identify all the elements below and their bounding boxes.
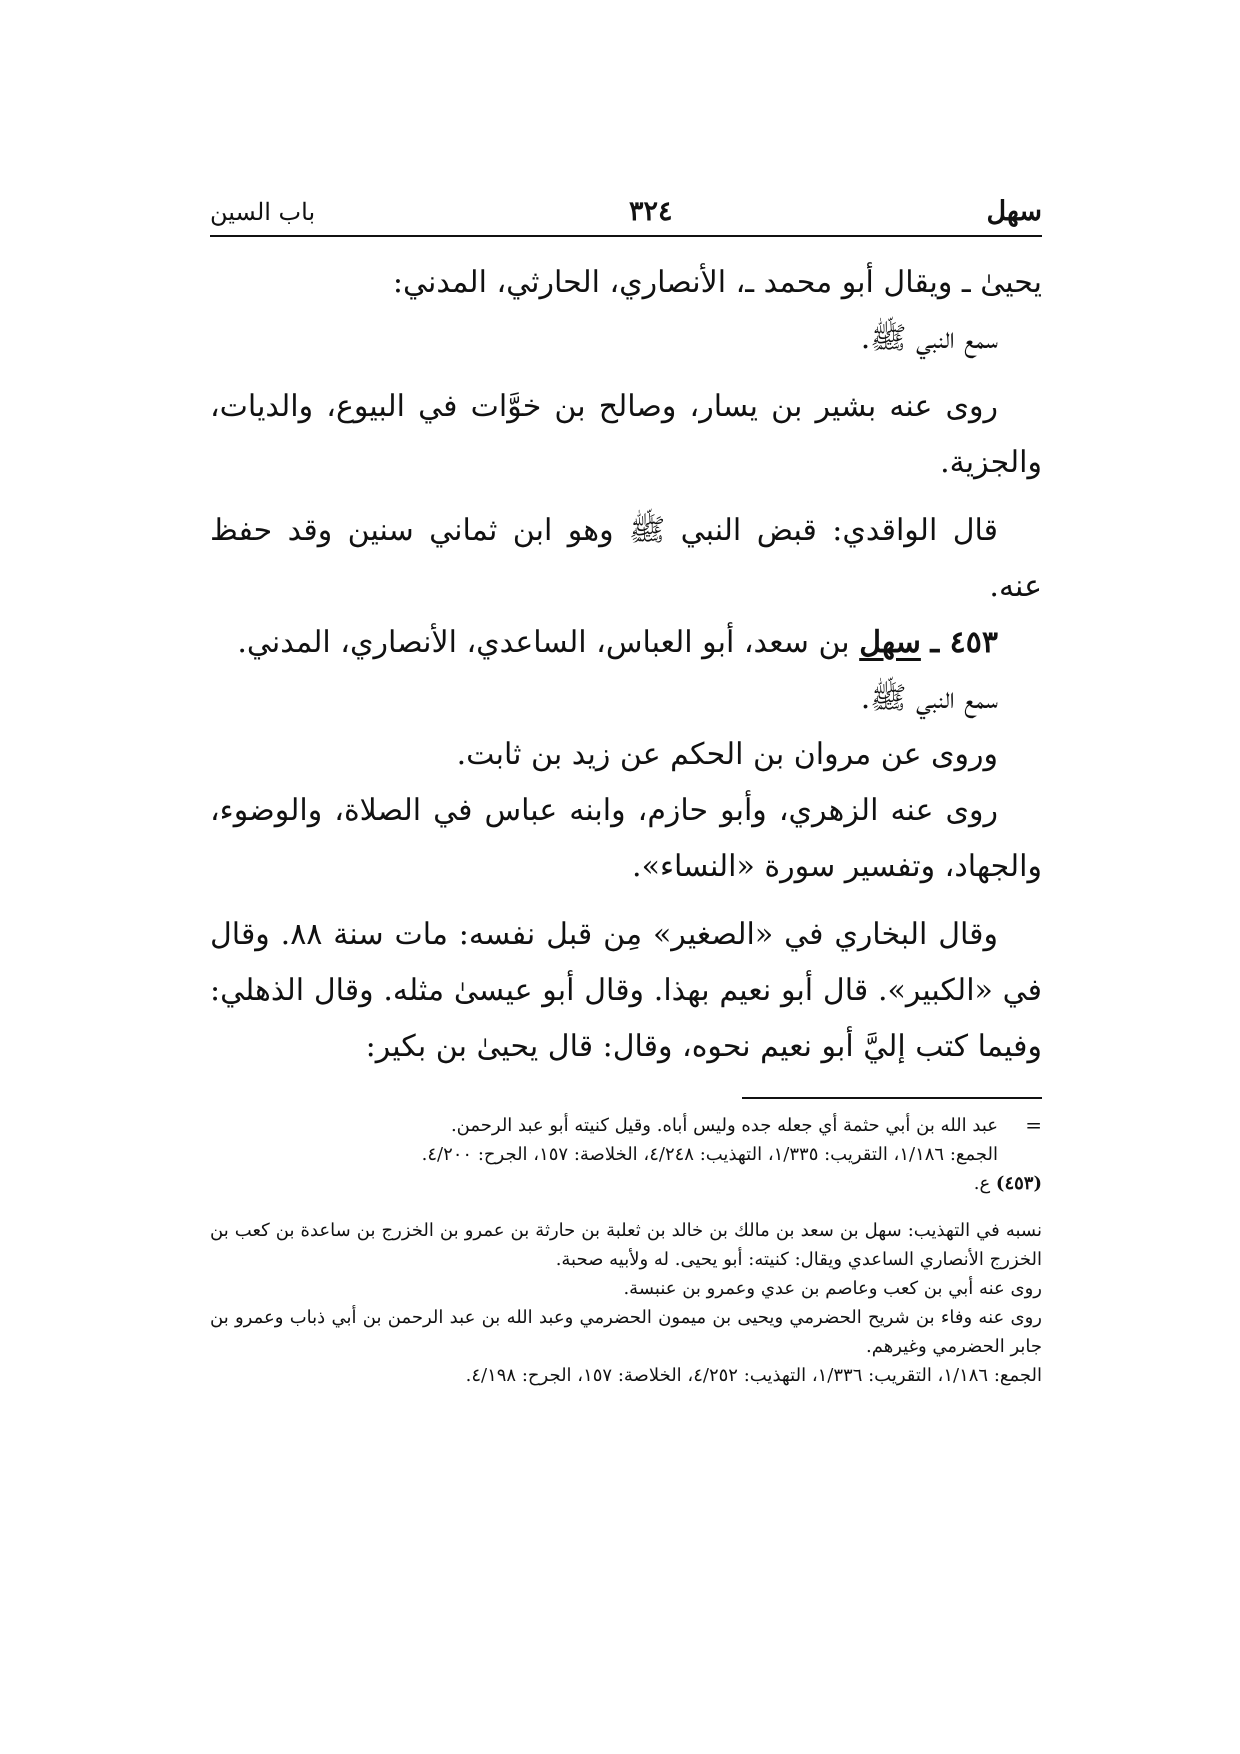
book-page	[210, 195, 1042, 1390]
footnote-1-text: عبد الله بن أبي حثمة أي جعله جده وليس أباه. وقيل كنيته أبو عبد الرحمن.	[450, 1115, 998, 1136]
paragraph-9: وقال البخاري في «الصغير» مِن قبل نفسه: مات سنة ٨٨. وقال في «الكبير». قال أبو نعيم بهذا. وقال أبو عيسىٰ مثله. وقال الذهلي: وفيما كتب إليَّ أبو نعيم نحوه، وقال: قال يحيىٰ بن بكير:	[210, 917, 1042, 1064]
entry-number: ٤٥٣ ـ	[930, 625, 998, 660]
footnote-refs-2: الجمع: ١/١٨٦، التقريب: ١/٣٣٦، التهذيب: ٤/٢٥٢، الخلاصة: ١٥٧، الجرح: ٤/١٩٨.	[465, 1365, 1042, 1386]
footnote-continued	[210, 1111, 1042, 1140]
footnote-narrated-from: روى عنه أبي بن كعب وعاصم بن عدي وعمرو بن عنبسة.	[623, 1278, 1042, 1299]
paragraph-4: قال الواقدي: قبض النبي ﷺ وهو ابن ثماني سنين وقد حفظ عنه.	[210, 513, 1042, 604]
footnote-entry-number: (٤٥٣)	[995, 1173, 1042, 1194]
running-head-entry-word: سهل	[986, 196, 1042, 227]
paragraph-3: روى عنه بشير بن يسار، وصالح بن خوَّات في البيوع، والديات، والجزية.	[210, 389, 1042, 480]
footnote-narrators: روى عنه وفاء بن شريح الحضرمي ويحيى بن ميمون الحضرمي وعبد الله بن عبد الرحمن بن أبي ذباب وعمرو بن جابر الحضرمي وغيرهم.	[210, 1307, 1042, 1357]
running-head	[210, 195, 1042, 237]
entry-name: سهل	[859, 625, 921, 660]
paragraph-6: سمع النبي ﷺ.	[860, 681, 998, 716]
paragraph-8: روى عنه الزهري، وأبو حازم، وابنه عباس في الصلاة، والوضوء، والجهاد، وتفسير سورة «النساء».	[210, 793, 1042, 884]
paragraph-1: يحيىٰ ـ ويقال أبو محمد ـ، الأنصاري، الحارثي، المدني:	[392, 265, 1042, 300]
paragraph-7: وروى عن مروان بن الحكم عن زيد بن ثابت.	[456, 737, 998, 772]
footnote-entry-453	[210, 1169, 1042, 1198]
footnote-refs-1: الجمع: ١/١٨٦، التقريب: ١/٣٣٥، التهذيب: ٤/٢٤٨، الخلاصة: ١٥٧، الجرح: ٤/٢٠٠.	[421, 1144, 998, 1165]
main-text	[210, 255, 1042, 1075]
entry-heading	[210, 615, 1042, 671]
footnote-lineage: نسبه في التهذيب: سهل بن سعد بن مالك بن خالد بن ثعلبة بن حارثة بن عمرو بن الخزرج بن ساعدة بن كعب بن الخزرج الأنصاري الساعدي ويقال: كنيته: أبو يحيى. له ولأبيه صحبة.	[210, 1220, 1042, 1270]
continuation-mark: =	[1025, 1113, 1042, 1137]
entry-heading-rest: بن سعد، أبو العباس، الساعدي، الأنصاري، المدني.	[237, 625, 850, 660]
footnote-divider	[742, 1097, 1042, 1099]
page-number: ٣٢٤	[629, 196, 673, 227]
running-head-chapter: باب السين	[210, 198, 316, 226]
footnote-entry-code: ع.	[973, 1173, 991, 1194]
footnotes	[210, 1111, 1042, 1390]
paragraph-2: سمع النبي ﷺ.	[860, 321, 998, 356]
